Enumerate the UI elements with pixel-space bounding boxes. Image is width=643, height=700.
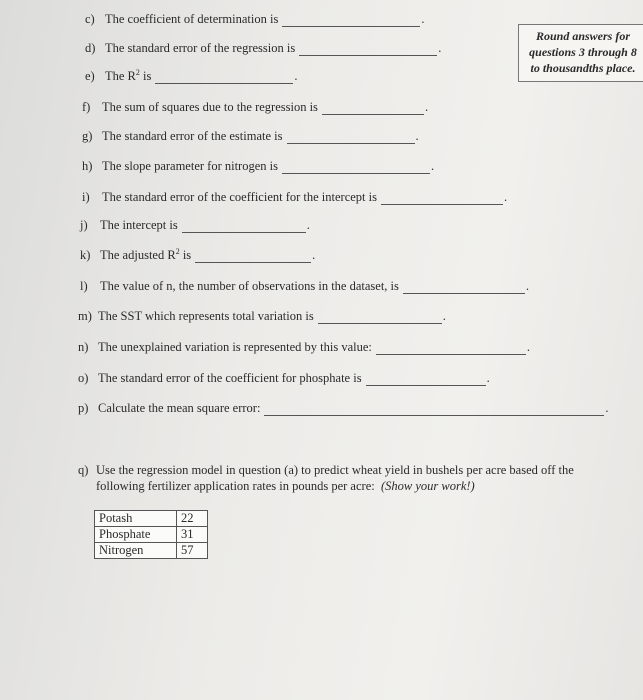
answer-blank[interactable] — [299, 44, 437, 56]
question-text: The slope parameter for nitrogen is — [102, 159, 278, 173]
question-text: The standard error of the coefficient for the intercept is — [102, 190, 377, 204]
question-label: o) — [78, 371, 89, 385]
question-m: m) The SST which represents total variation is . — [78, 309, 446, 323]
question-f: f) The sum of squares due to the regression is . — [82, 100, 429, 114]
question-p: p) Calculate the mean square error: . — [78, 401, 609, 415]
question-g: g) The standard error of the estimate is . — [82, 129, 419, 143]
question-text: The value of n, the number of observations in the dataset, is — [100, 279, 399, 293]
answer-blank[interactable] — [322, 103, 424, 115]
question-label: p) — [78, 401, 89, 415]
question-label: l) — [80, 279, 88, 293]
answer-blank[interactable] — [182, 221, 306, 233]
question-label: q) — [78, 463, 89, 477]
question-text: The coefficient of determination is — [105, 12, 279, 26]
answer-blank[interactable] — [195, 251, 311, 263]
question-q-line-1: q) Use the regression model in question (a) to predict wheat yield in bushels per acre based off the — [78, 463, 574, 477]
question-j: j) The intercept is . — [80, 218, 310, 232]
question-text: The $R^2$ is — [105, 67, 152, 83]
question-label: i) — [82, 190, 90, 204]
question-text: The standard error of the regression is — [105, 41, 296, 55]
question-text: Calculate the mean square error: — [98, 401, 261, 415]
answer-blank[interactable] — [264, 404, 604, 416]
answer-blank[interactable] — [376, 343, 526, 355]
note-line-3: to thousandths place. — [530, 61, 636, 75]
question-label: m) — [78, 309, 92, 323]
question-label: j) — [80, 218, 88, 232]
question-text: The standard error of the coefficient for phosphate is — [98, 371, 362, 385]
question-k: k) The adjusted $R^2$ is . — [80, 246, 316, 262]
question-l: l) The value of n, the number of observations in the dataset, is . — [80, 279, 530, 293]
answer-blank[interactable] — [381, 193, 503, 205]
answer-blank[interactable] — [366, 374, 486, 386]
answer-blank[interactable] — [155, 72, 293, 84]
question-label: g) — [82, 129, 93, 143]
question-label: f) — [82, 100, 91, 114]
fertilizer-rates-table — [94, 510, 208, 559]
table-row — [95, 511, 208, 527]
question-q-line-2: following fertilizer application rates in pounds per acre: (Show your work!) — [96, 479, 475, 493]
question-text: The intercept is — [100, 218, 178, 232]
fertilizer-rate: 31 — [177, 527, 208, 543]
fertilizer-rate: 22 — [177, 511, 208, 527]
question-text: The unexplained variation is represented by this value: — [98, 340, 372, 354]
table-row — [95, 527, 208, 543]
question-c: c) The coefficient of determination is . — [85, 12, 425, 26]
note-line-2: questions 3 through 8 — [529, 45, 637, 59]
fertilizer-name: Potash — [95, 511, 177, 527]
question-label: h) — [82, 159, 93, 173]
question-d: d) The standard error of the regression is . — [85, 41, 442, 55]
question-text: The standard error of the estimate is — [102, 129, 283, 143]
show-work-note: (Show your work!) — [380, 479, 475, 493]
fertilizer-name: Nitrogen — [95, 543, 177, 559]
rounding-note — [518, 24, 643, 82]
question-n: n) The unexplained variation is represented by this value: . — [78, 340, 530, 354]
table-row — [95, 543, 208, 559]
answer-blank[interactable] — [318, 312, 442, 324]
question-text: The SST which represents total variation is — [98, 309, 314, 323]
fertilizer-name: Phosphate — [95, 527, 177, 543]
answer-blank[interactable] — [282, 15, 420, 27]
question-label: d) — [85, 41, 96, 55]
fertilizer-rate: 57 — [177, 543, 208, 559]
question-q — [78, 462, 574, 494]
question-i: i) The standard error of the coefficient for the intercept is . — [82, 190, 508, 204]
question-o: o) The standard error of the coefficient for phosphate is . — [78, 371, 490, 385]
question-label: k) — [80, 248, 91, 262]
note-line-1: Round answers for — [535, 29, 631, 43]
question-label: c) — [85, 12, 95, 26]
answer-blank[interactable] — [282, 162, 430, 174]
question-label: n) — [78, 340, 89, 354]
question-label: e) — [85, 69, 95, 83]
question-e: e) The $R^2$ is . — [85, 67, 298, 83]
question-text: The adjusted $R^2$ is — [100, 246, 192, 262]
question-h: h) The slope parameter for nitrogen is . — [82, 159, 435, 173]
answer-blank[interactable] — [403, 282, 525, 294]
question-text: The sum of squares due to the regression is — [102, 100, 318, 114]
answer-blank[interactable] — [287, 132, 415, 144]
